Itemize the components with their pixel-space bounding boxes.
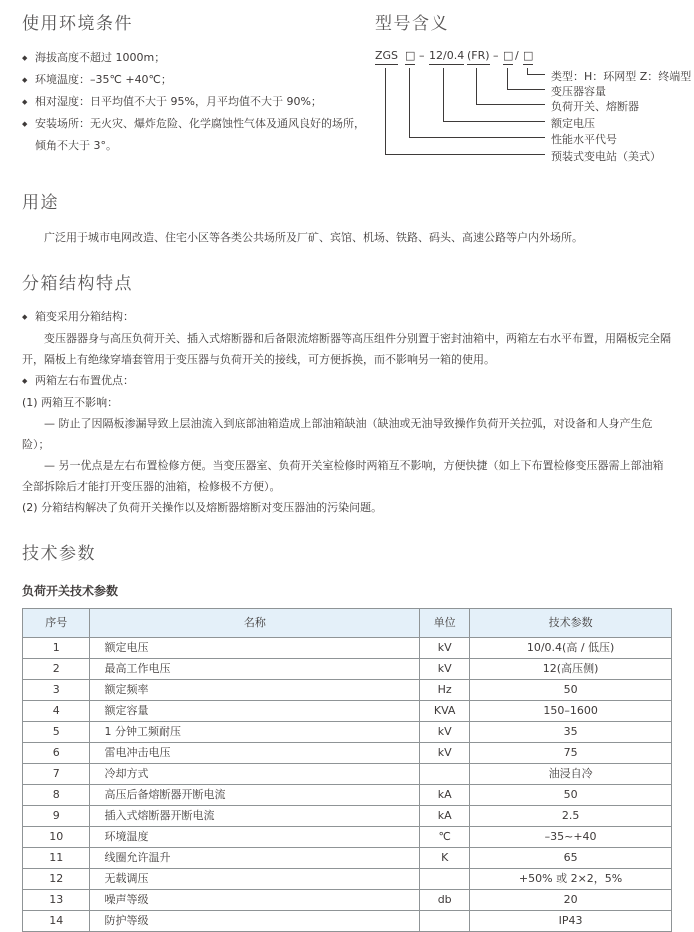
cell-unit: Hz bbox=[420, 679, 470, 700]
structure-item-1-head: (1) 两箱互不影响： bbox=[22, 396, 119, 410]
environment-item-text: 安装场所：无火灾、爆炸危险、化学腐蚀性气体及通风良好的场所，倾角不大于 3°。 bbox=[35, 117, 365, 153]
model-label-rated-volt: 额定电压 bbox=[551, 117, 595, 131]
diamond-bullet-icon: ◆ bbox=[22, 377, 28, 386]
table-row bbox=[23, 784, 672, 805]
cell-no: 6 bbox=[23, 742, 90, 763]
cell-name: 额定容量 bbox=[90, 700, 420, 721]
table-row bbox=[23, 847, 672, 868]
cell-unit: kA bbox=[420, 805, 470, 826]
table-row bbox=[23, 658, 672, 679]
diamond-bullet-icon: ◆ bbox=[22, 98, 28, 107]
cell-no: 1 bbox=[23, 637, 90, 658]
structure-item-2: (2) 分箱结构解决了负荷开关操作以及熔断器熔断对变压器油的污染问题。 bbox=[22, 501, 383, 515]
structure-paragraph-1: 变压器器身与高压负荷开关、插入式熔断器和后备限流熔断器等高压组件分别置于密封油箱中，两箱左右水平布置，用隔板完全隔开，隔板上有绝缘穿墙套管用于变压器与负荷开关的接线，可方便拆换，而不影响另一箱的使用。 bbox=[22, 332, 671, 367]
cell-unit: db bbox=[420, 889, 470, 910]
environment-title: 使用环境条件 bbox=[22, 14, 133, 34]
cell-value: +50% 或 2×2，5% bbox=[470, 868, 672, 889]
cell-name: 插入式熔断器开断电流 bbox=[90, 805, 420, 826]
cell-no: 5 bbox=[23, 721, 90, 742]
table-row bbox=[23, 637, 672, 658]
table-header-row bbox=[23, 608, 672, 637]
model-label-type: 类型：H：环网型 Z：终端型 bbox=[551, 70, 692, 84]
header-cell-value: 技术参数 bbox=[470, 608, 672, 637]
environment-list bbox=[22, 47, 375, 157]
cell-name: 环境温度 bbox=[90, 826, 420, 847]
list-item bbox=[22, 113, 375, 157]
model-token-zgs: ZGS bbox=[375, 49, 398, 65]
cell-name: 高压后备熔断器开断电流 bbox=[90, 784, 420, 805]
cell-no: 8 bbox=[23, 784, 90, 805]
table-row bbox=[23, 763, 672, 784]
model-label-substation: 预装式变电站（美式） bbox=[551, 150, 661, 164]
model-label-switch-fuse: 负荷开关、熔断器 bbox=[551, 100, 639, 114]
table-row bbox=[23, 742, 672, 763]
cell-unit: K bbox=[420, 847, 470, 868]
cell-unit: ℃ bbox=[420, 826, 470, 847]
cell-no: 14 bbox=[23, 910, 90, 931]
cell-name: 无载调压 bbox=[90, 868, 420, 889]
cell-no: 4 bbox=[23, 700, 90, 721]
cell-no: 12 bbox=[23, 868, 90, 889]
structure-bullet-2-text: 两箱左右布置优点： bbox=[35, 374, 134, 388]
model-meaning-section bbox=[375, 14, 692, 167]
structure-bullet-1 bbox=[22, 306, 672, 328]
model-token-fr: (FR) bbox=[467, 49, 490, 65]
list-item bbox=[22, 69, 375, 91]
cell-unit: kV bbox=[420, 742, 470, 763]
cell-no: 7 bbox=[23, 763, 90, 784]
top-section bbox=[22, 14, 692, 167]
header-cell-name: 名称 bbox=[90, 608, 420, 637]
technical-parameters-section bbox=[22, 544, 672, 931]
structure-bullet-2 bbox=[22, 370, 672, 392]
cell-value: 75 bbox=[470, 742, 672, 763]
model-label-perf-code: 性能水平代号 bbox=[551, 133, 617, 147]
table-row bbox=[23, 805, 672, 826]
structure-bullet-1-text: 箱变采用分箱结构： bbox=[35, 310, 134, 324]
cell-name: 线圈允许温升 bbox=[90, 847, 420, 868]
cell-unit: kV bbox=[420, 721, 470, 742]
model-label-capacity: 变压器容量 bbox=[551, 85, 606, 99]
cell-value: 35 bbox=[470, 721, 672, 742]
environment-item-text: 环境温度：–35℃ +40℃； bbox=[35, 73, 172, 87]
diamond-bullet-icon: ◆ bbox=[22, 120, 28, 129]
structure-item-1-dash1: — 防止了因隔板渗漏导致上层油流入到底部油箱造成上部油箱缺油（缺油或无油导致操作负荷开关拉弧，对设备和人身产生危险）； bbox=[22, 417, 653, 452]
cell-value: 12(高压侧) bbox=[470, 658, 672, 679]
model-token-box3: □ bbox=[523, 49, 533, 65]
table-row bbox=[23, 910, 672, 931]
connector-line bbox=[385, 68, 545, 155]
cell-no: 9 bbox=[23, 805, 90, 826]
cell-name: 雷电冲击电压 bbox=[90, 742, 420, 763]
cell-name: 额定频率 bbox=[90, 679, 420, 700]
cell-name: 1 分钟工频耐压 bbox=[90, 721, 420, 742]
cell-value: –35~+40 bbox=[470, 826, 672, 847]
diamond-bullet-icon: ◆ bbox=[22, 76, 28, 85]
cell-value: 油浸自冷 bbox=[470, 763, 672, 784]
model-token-dash2: – bbox=[493, 49, 499, 63]
list-item bbox=[22, 91, 375, 113]
cell-unit bbox=[420, 868, 470, 889]
cell-no: 10 bbox=[23, 826, 90, 847]
cell-name: 最高工作电压 bbox=[90, 658, 420, 679]
table-row bbox=[23, 721, 672, 742]
cell-name: 额定电压 bbox=[90, 637, 420, 658]
cell-value: 65 bbox=[470, 847, 672, 868]
cell-no: 2 bbox=[23, 658, 90, 679]
model-token-box2: □ bbox=[503, 49, 513, 65]
header-cell-unit: 单位 bbox=[420, 608, 470, 637]
model-token-dash1: – bbox=[419, 49, 425, 63]
cell-no: 3 bbox=[23, 679, 90, 700]
diamond-bullet-icon: ◆ bbox=[22, 54, 28, 63]
table-row bbox=[23, 826, 672, 847]
technical-parameters-title: 技术参数 bbox=[22, 544, 96, 565]
cell-name: 冷却方式 bbox=[90, 763, 420, 784]
purpose-title: 用途 bbox=[22, 193, 59, 214]
load-switch-subtitle: 负荷开关技术参数 bbox=[22, 583, 119, 598]
cell-unit: kV bbox=[420, 658, 470, 679]
list-item bbox=[22, 47, 375, 69]
environment-item-text: 相对湿度：日平均值不大于 95%，月平均值不大于 90%； bbox=[35, 95, 322, 109]
structure-title: 分箱结构特点 bbox=[22, 273, 133, 294]
cell-name: 防护等级 bbox=[90, 910, 420, 931]
purpose-text: 广泛用于城市电网改造、住宅小区等各类公共场所及厂矿、宾馆、机场、铁路、码头、高速公路等户内外场所。 bbox=[44, 230, 583, 244]
header-cell-no: 序号 bbox=[23, 608, 90, 637]
model-designation-diagram bbox=[375, 49, 692, 167]
diamond-bullet-icon: ◆ bbox=[22, 313, 28, 322]
model-meaning-title: 型号含义 bbox=[375, 14, 449, 34]
cell-unit bbox=[420, 763, 470, 784]
cell-unit: kV bbox=[420, 637, 470, 658]
purpose-section bbox=[22, 193, 672, 247]
table-row bbox=[23, 889, 672, 910]
cell-value: 50 bbox=[470, 784, 672, 805]
cell-no: 11 bbox=[23, 847, 90, 868]
cell-no: 13 bbox=[23, 889, 90, 910]
environment-conditions-section bbox=[22, 14, 375, 157]
model-token-box1: □ bbox=[405, 49, 415, 65]
cell-unit bbox=[420, 910, 470, 931]
load-switch-parameters-table bbox=[22, 608, 672, 932]
cell-value: 10/0.4(高 / 低压) bbox=[470, 637, 672, 658]
cell-name: 噪声等级 bbox=[90, 889, 420, 910]
environment-item-text: 海拔高度不超过 1000m； bbox=[35, 51, 166, 65]
cell-value: 20 bbox=[470, 889, 672, 910]
table-row bbox=[23, 868, 672, 889]
cell-value: 2.5 bbox=[470, 805, 672, 826]
table-row bbox=[23, 700, 672, 721]
model-token-slash: / bbox=[515, 49, 519, 63]
table-row bbox=[23, 679, 672, 700]
structure-features-section bbox=[22, 274, 672, 518]
cell-value: IP43 bbox=[470, 910, 672, 931]
model-token-voltage: 12/0.4 bbox=[429, 49, 464, 65]
cell-value: 50 bbox=[470, 679, 672, 700]
structure-item-1-dash2: — 另一优点是左右布置检修方便。当变压器室、负荷开关室检修时两箱互不影响，方便快捷（如上下布置检修变压器需上部油箱全部拆除后才能打开变压器的油箱，检修极不方便）。 bbox=[22, 459, 664, 494]
cell-value: 150–1600 bbox=[470, 700, 672, 721]
cell-unit: kA bbox=[420, 784, 470, 805]
structure-body bbox=[22, 306, 672, 518]
cell-unit: KVA bbox=[420, 700, 470, 721]
